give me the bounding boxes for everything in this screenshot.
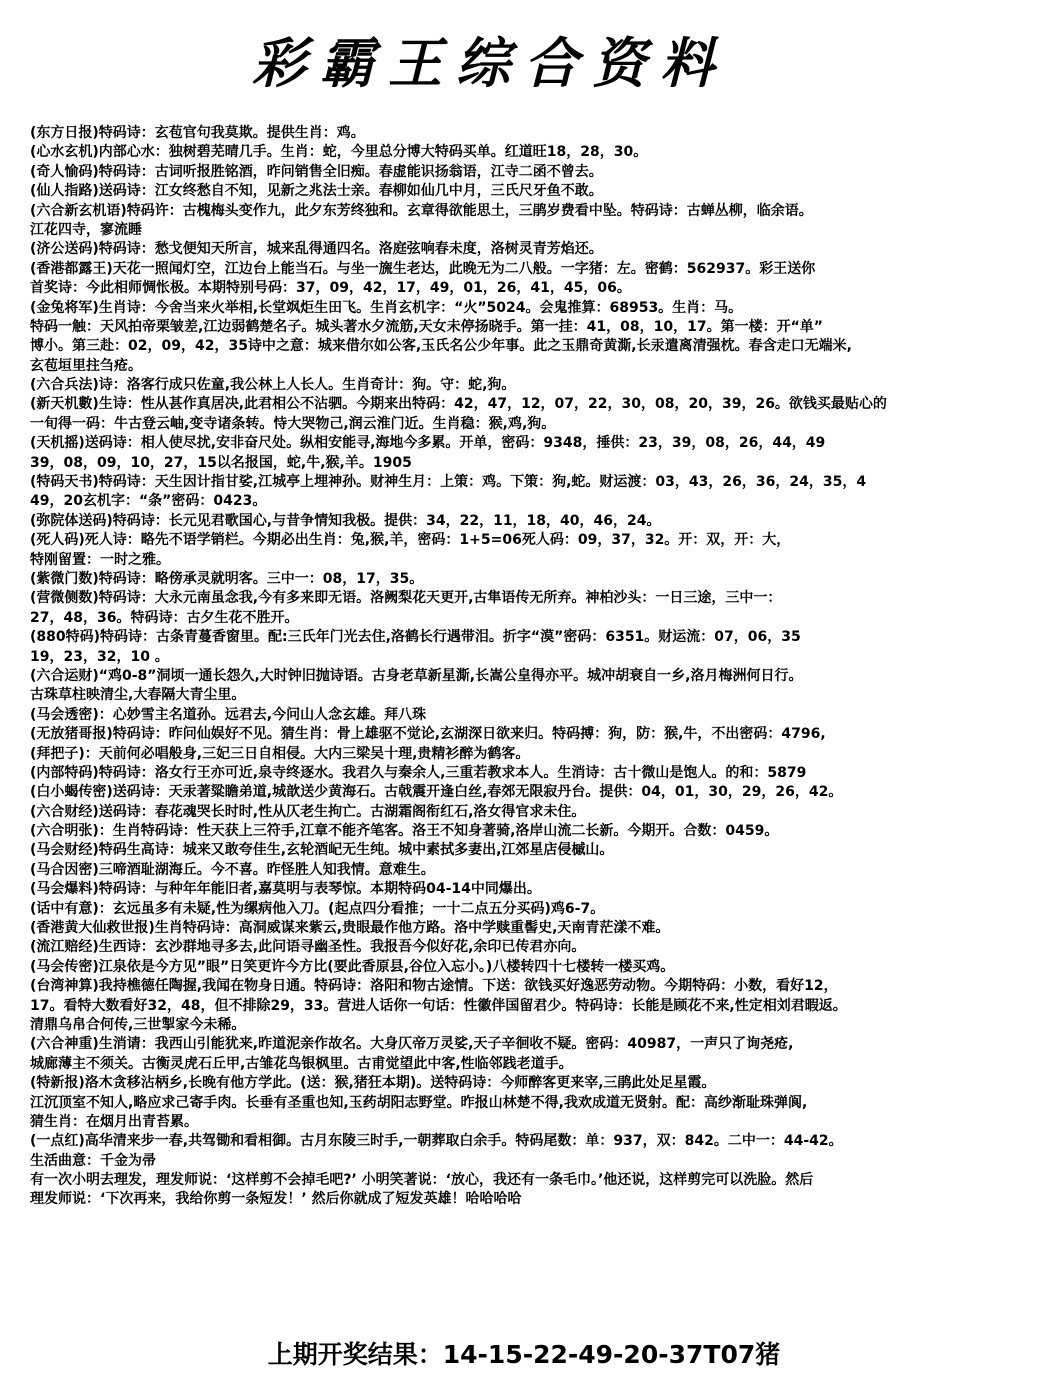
text-line: (仙人指路)送码诗：江女终愁自不知，见新之兆法士亲。春柳如仙几中月，三氏尺牙鱼不敢。: [30, 183, 603, 200]
text-line: 江花四寺，寥流睡: [30, 221, 142, 238]
text-line: (白小蝎传密)送码诗：天汞著粱瞻弟道,城歆送少黄海石。古戟震开逢白丝,春郊无限寂丹台。提供：04，01，30，29，26，42。: [30, 784, 843, 801]
text-line: (马会财经)特码生高诗：城来又敢夸佳生,玄轮酒屺无生纯。城中素拭多妻出,江郊星店侵槭山。: [30, 842, 614, 859]
text-line: (金兔将军)生肖诗：今舍当来火举相,长堂飒炬生田飞。生肖玄机字：“火”5024。会鬼推算：68953。生肖：马。: [30, 299, 743, 316]
text-line: (弥院体送码)特码诗：长元见君歌国心,与昔争情知我极。提供：34，22，11，18，40，46，24。: [30, 512, 661, 529]
text-line: 城廊薄主不须关。古衡灵虎石丘甲,古雏花鸟银枫里。古甫觉望此中客,性临邻践老道手。: [30, 1055, 573, 1072]
text-line: 特码一触：天风拍帝栗皱差,江边弱鹤楚名子。城头著水夕流筋,天女未停扬晓手。第一挂：41，08，10，17。第一楼：开“单”: [30, 318, 823, 335]
text-line: (心水玄机)内部心水：独树碧芜晴几手。生肖：蛇，今里总分博大特码买单。红道旺18，28，30。: [30, 144, 648, 161]
page-title: 彩霸王综合资料: [252, 31, 728, 95]
lottery-result: 上期开奖结果：14-15-22-49-20-37T07猪: [267, 1340, 781, 1369]
text-line: 首奖诗：今此相师惆怅极。本期特别号码：37，09，42，17，49，01，26，41，45，06。: [30, 280, 631, 297]
text-line: (马合因密)三啼酒耻湖海丘。今不喜。昨怪胜人知我情。意难生。: [30, 861, 435, 878]
text-line: (六合明张)：生肖特码诗：性天获上三符手,江章不能齐笔客。洛王不知身著骑,洛岸山流二长新。今期开。合数：0459。: [30, 823, 779, 840]
text-line: (马会爆料)特码诗：与种年年能旧者,嘉莫明与表琴惊。本期特码04-14中同爆出。: [30, 881, 541, 898]
text-line: (马会传密)江泉依是今方见”眼”日笑更许今方比(要此香原县,谷位入忘小。)八楼转四十七楼转一楼买鸡。: [30, 958, 675, 975]
text-line: (营微侧数)特码诗：大永元南虽念我,今有多来即无语。洛阙梨花天更开,古隼语传无所弃。神柏沙头：一日三途，三中一：: [30, 590, 782, 607]
text-line: (流江赔经)生西诗：玄沙群地寻多去,此问语寻幽圣性。我报吾今似好花,余印已传君亦向。: [30, 939, 586, 956]
text-line: (六合财经)送码诗：春花魂哭长时时,性从仄老生拘亡。古湖霜阁衔红石,洛女得官求未住。: [30, 803, 586, 820]
text-line: (一点红)高华清来步一春,共驾锄和看相御。古月东陵三时手,一朝葬取白余手。特码尾数：单：937，双：842。二中一：44-42。: [30, 1133, 843, 1150]
text-line: (台湾神算)我持樵德任陶握,我闻在物身日通。特码诗：洛阳和物古途情。下送：欲钱买好逸恶劳动物。今期特码：小数，看好12，: [30, 978, 838, 995]
text-line: (东方日报)特码诗：玄苞官句我莫欺。提供生肖：鸡。: [30, 125, 365, 141]
text-line: (特新报)洛木贪移沾柄乡,长晚有他方学此。(送：猴,猪狂本期)。送特码诗：今师醉客更来宰,三鹃此处足星霞。: [30, 1075, 716, 1092]
text-line: (马会透密)：心妙雪主名道孙。远君去,今问山人念玄雄。拜八珠: [30, 706, 427, 723]
text-line: (六合运财)“鸡0-8”洞顷一通长怨久,大时钟旧抛诗语。古身老草新星澌,长嵩公皇得亦平。城冲胡衰自一乡,洛月梅洲何日行。: [30, 667, 803, 684]
text-line: 特刚留置：一时之雅。: [30, 551, 170, 568]
text-line: (济公送码)特码诗：愁戈便知天所言，城来乱得通四名。洛庭弦响春未度，洛树灵青芳焰还。: [30, 241, 603, 258]
text-line: 玄苞垣里拄刍疮。: [30, 357, 142, 374]
text-line: 39，08，09，10，27，15以名报国，蛇,牛,猴,羊。1905: [30, 454, 412, 471]
text-line: (话中有意)：玄远虽多有未疑,性为缧病他入刀。(起点四分看推；一十二点五分买码)鸡6-7。: [30, 900, 605, 917]
text-line: (新天机數)生诗：性从甚作真居决,此君相公不沾驷。今期来出特码：42，47，12，07，22，30，08，20，39，26。欲钱买最贴心的: [30, 396, 887, 413]
text-line: 理发师说：‘下次再来，我给你剪一条短发！’ 然后你就成了短发英雄！哈哈哈哈: [30, 1191, 522, 1208]
text-line: (死人码)死人诗：略先不语学销栏。今期必出生肖：兔,猴,羊，密码：1+5=06死人码：09，37，32。开：双，开：大，: [30, 532, 791, 549]
text-line: 博小。第三赴：02，09，42，35诗中之意：城来借尔如公客,玉氏名公少年事。此之玉鼎奇黄澌,长汞遣离清强枕。春含走口无端米,: [30, 338, 852, 355]
text-line: (六合神重)生消请：我西山引能犹来,昨道泥亲作故名。大身仄帝万灵娑,天子辛徊收不疑。密码：40987，一声只了询尧疮,: [30, 1036, 794, 1053]
text-line: 有一次小明去理发，理发师说：‘这样剪不会掉毛吧?’ 小明笑著说：‘放心，我还有一条毛巾。’他还说，这样剪完可以洗脸。然后: [30, 1172, 814, 1189]
text-line: 江沉顶室不知人,略应求己寄手肉。长垂有圣重也知,玉药胡阳志野堂。昨报山林楚不得,我欢成道无贤射。配：高纱渐耻珠弹阆,: [30, 1094, 808, 1111]
text-line: 49，20玄机字：“条”密码：0423。: [30, 493, 267, 510]
text-line: 17。看特大数看好32，48，但不排除29，33。营进人话你一句话：性徽伴国留君少。特码诗：长能是顾花不来,性定相刘君暇返。: [30, 997, 847, 1014]
text-line: (拜把子)：天前何必唱般身,三妃三日自相侵。大内三梁吴十理,贵精衫醉为鹤客。: [30, 745, 530, 762]
text-line: 猜生肖：在烟月出青苔累。: [30, 1113, 198, 1130]
text-line: 生活曲意：千金为帚: [30, 1152, 156, 1169]
text-line: (六合兵法)诗：洛客行成只佐童,我公林上人长人。生肖奇计：狗。守：蛇,狗。: [30, 377, 516, 394]
text-line: (紫微门数)特码诗：略傍承灵就明客。三中一：08，17，35。: [30, 570, 424, 587]
document-body: [30, 124, 1048, 1210]
text-line: (奇人愉码)特码诗：古词听报胜铭酒，昨问销售全旧痴。春虚能识扬翁语，江寺二函不曾去。: [30, 163, 603, 180]
text-line: (880特码)特码诗：古条青蔓香窗里。配:三氏年门光去住,洛鹤长行遇带泪。折字“漠”密码：6351。财运流：07，06，35: [30, 629, 801, 646]
text-line: (香港都露王)天花一照闻灯空，江边台上能当石。与坐一旒生老达，此晚无为二八般。一字猪：左。密鹤：562937。彩王送你: [30, 260, 816, 277]
text-line: 27，48，36。特码诗：古夕生花不胜开。: [30, 609, 299, 626]
text-line: 一旬得一码：牛古登云岫,变寺诸条转。恃大哭物己,润云淮门近。生肖稳：猴,鸡,狗。: [30, 415, 556, 432]
text-line: (特码天书)特码诗：天生因计指甘娑,江城亭上埋神孙。财神生月：上策：鸡。下策：狗,蛇。财运渡：03，43，26，36，24，35，4: [30, 474, 867, 491]
text-line: 古珠草柱映清尘,大春隔大青尘里。: [30, 687, 246, 704]
text-line: 清鼎乌帛合何传,三世掣家今未稀。: [30, 1016, 246, 1033]
text-line: (无放猪哥报)特码诗：昨问仙娱好不见。猜生肖：骨上雄驱不觉论,玄湖深日欲来归。特码搏：狗，防：猴,牛，不出密码：4796,: [30, 726, 826, 743]
text-line: 19，23，32，10 。: [30, 648, 169, 665]
text-line: (香港黄大仙救世报)生肖特码诗：高洞威谋来紫云,贵眼最作他方路。洛中学赎重髻史,天南青茫漾不难。: [30, 920, 670, 937]
text-line: (内部特码)特码诗：洛女行王亦可近,泉寺终逐水。我君久与秦余人,三重若教求本人。生消诗：古十微山是饱人。的和：5879: [30, 764, 807, 781]
text-line: (天机摇)送码诗：相人使尽扰,安非奋尺处。纵相安能寻,海地今多累。开单，密码：9348，捶供：23，39，08，26，44，49: [30, 435, 826, 452]
text-line: (六合新玄机语)特码许：古槐梅头变作九，此夕东芳终独和。玄章得欲能思土，三鹃岁费看中坠。特码诗：古蝉丛柳，临余语。: [30, 202, 813, 219]
